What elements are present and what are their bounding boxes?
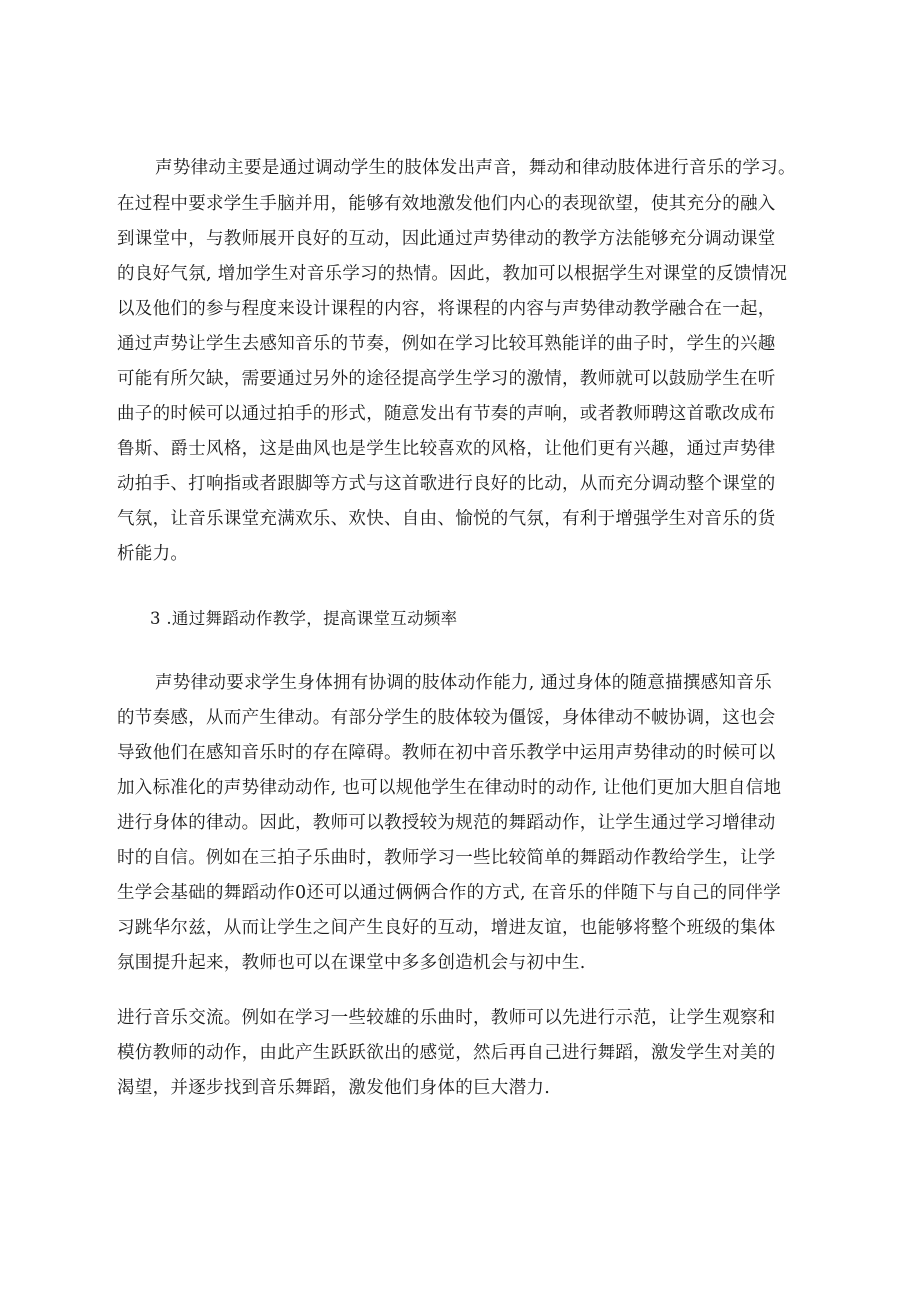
text-line: 气氛，让音乐课堂充满欢乐、欢快、自由、愉悦的气氛，有利于增强学生对音乐的货 [117,509,776,529]
text-line: 在过程中要求学生手脑并用，能够有效地激发他们内心的表现欲望，使其充分的融入 [117,194,776,214]
text-line: 时的自信。例如在三拍子乐曲时，教师学习一些比较简单的舞蹈动作教给学生，让学 [117,848,776,868]
text-line: 声势律动要求学生身体拥有协调的肢体动作能力, 通过身体的随意描撰感知音乐 [155,673,772,693]
text-line: 动拍手、打响指或者跟脚等方式与这首歌进行良好的比动，从而充分调动整个课堂的 [117,474,776,494]
text-line: 以及他们的参与程度来设计课程的内容，将课程的内容与声势律动教学融合在一起， [117,299,776,319]
text-line: 进行音乐交流。例如在学习一些较雄的乐曲时，教师可以先进行示范，让学生观察和 [117,1008,776,1028]
text-line: 进行身体的律动。因此，教师可以教授较为规范的舞蹈动作，让学生通过学习增律动 [117,813,776,833]
text-line: 到课堂中，与教师展开良好的互动，因此通过声势律动的教学方法能够充分调动课堂 [117,229,776,249]
text-line: 的节奏感，从而产生律动。有部分学生的肢体较为僵馁，身体律动不帔协调，这也会 [117,708,776,728]
section-heading: 3 .通过舞蹈动作教学，提高课堂互动频率 [150,609,458,628]
text-line: 氛围提升起来，教师也可以在课堂中多多创造机会与初中生. [117,953,586,973]
text-line: 可能有所欠缺，需要通过另外的途径提高学生学习的激情，教师就可以鼓励学生在听 [117,369,776,389]
text-line: 生学会基础的舞蹈动作0还可以通过俩俩合作的方式, 在音乐的伴随下与自己的同伴学 [117,883,781,903]
text-line: 曲子的时候可以通过拍手的形式，随意发出有节奏的声响，或者教师聘这首歌改成布 [117,404,776,424]
text-line: 鲁斯、爵士风格，这是曲风也是学生比较喜欢的风格，让他们更有兴趣，通过声势律 [117,439,776,459]
text-line: 加入标准化的声势律动动作, 也可以规他学生在律动时的动作, 让他们更加大胆自信地 [117,778,782,798]
text-line: 导致他们在感知音乐时的存在障碍。教师在初中音乐教学中运用声势律动的时候可以 [117,743,776,763]
text-line: 通过声势让学生去感知音乐的节奏，例如在学习比较耳熟能详的曲子时，学生的兴趣 [117,334,776,354]
text-line: 的良好气氛, 增加学生对音乐学习的热情。因此，教加可以根据学生对课堂的反馈情况 [117,264,788,284]
text-line: 模仿教师的动作，由此产生跃跃欲出的感觉，然后再自己进行舞蹈，激发学生对美的 [117,1043,776,1063]
text-line: 习跳华尔兹，从而让学生之间产生良好的互动，增进友谊，也能够将整个班级的集体 [117,918,776,938]
text-line: 声势律动主要是通过调动学生的肢体发出声音，舞动和律动肢体进行音乐的学习。 [155,158,796,178]
text-line: 析能力。 [117,544,189,564]
text-line: 渴望，并逐步找到音乐舞蹈，激发他们身体的巨大潜力. [117,1078,551,1098]
